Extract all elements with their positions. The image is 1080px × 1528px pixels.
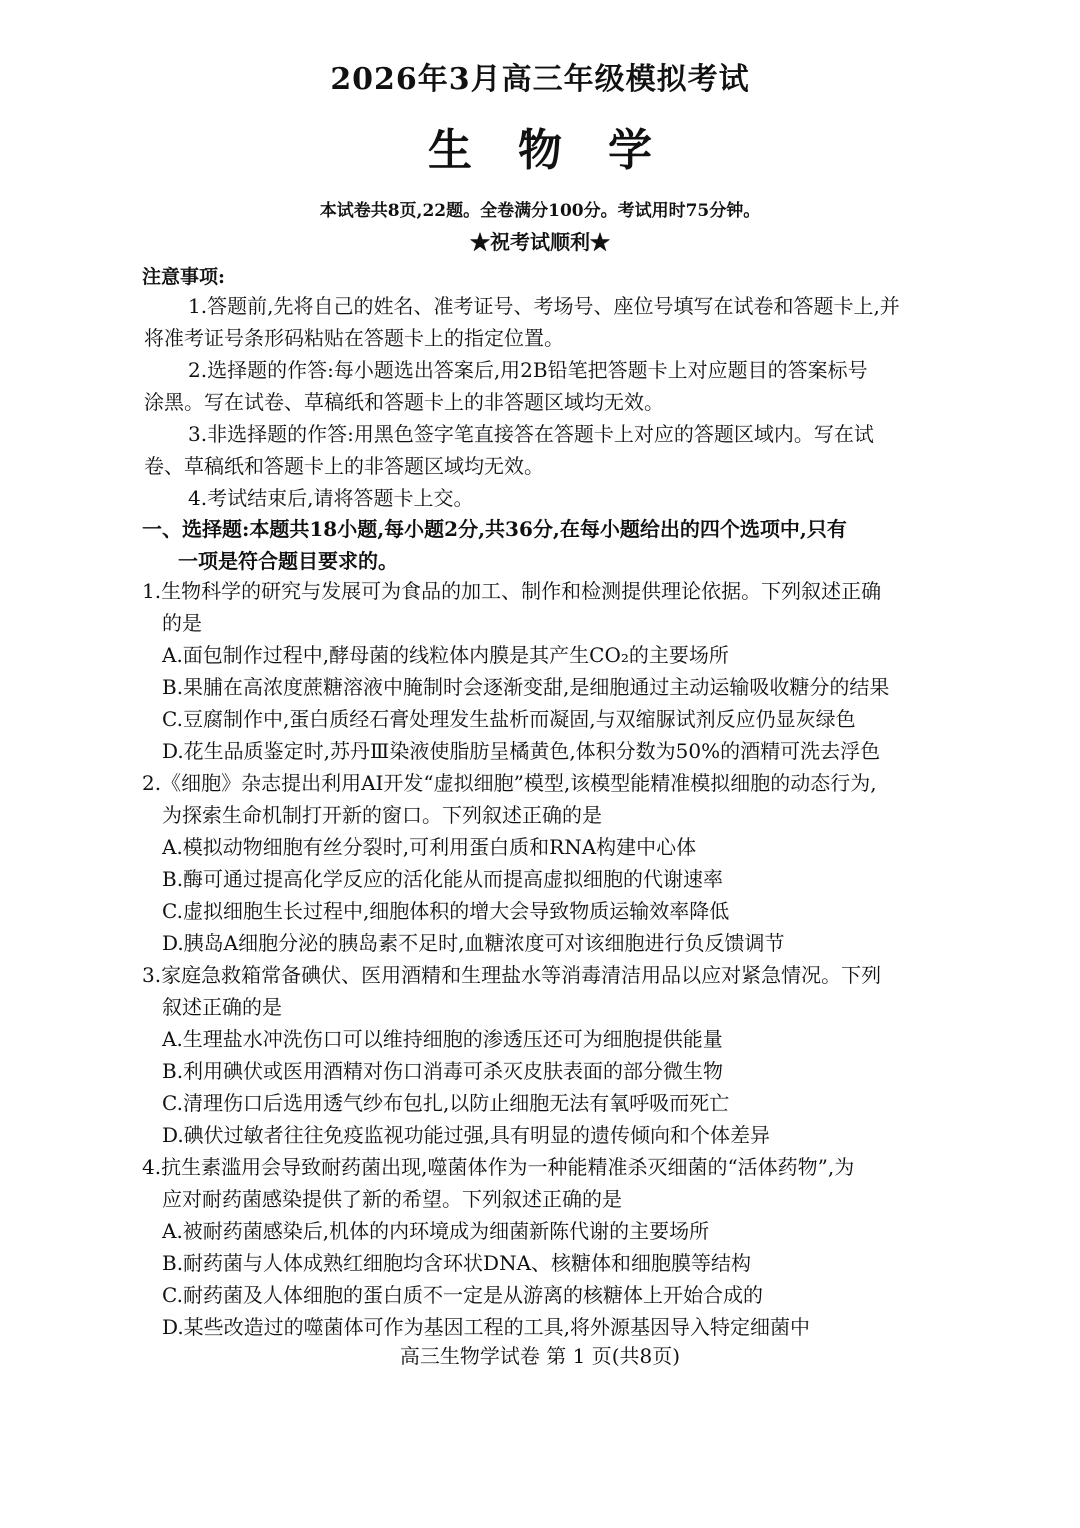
notice-line: 3.非选择题的作答:用黑色签字笔直接答在答题卡上对应的答题区域内。写在试: [188, 422, 874, 446]
page-footer: 高三生物学试卷 第 1 页(共8页): [399, 1344, 681, 1368]
notice-line: 1.答题前,先将自己的姓名、准考证号、考场号、座位号填写在试卷和答题卡上,并: [188, 294, 900, 318]
notice-line: 将准考证号条形码粘贴在答题卡上的指定位置。: [144, 326, 564, 350]
notice-line: 卷、草稿纸和答题卡上的非答题区域均无效。: [144, 454, 544, 478]
question-3-stem: 3.家庭急救箱常备碘伏、医用酒精和生理盐水等消毒清洁用品以应对紧急情况。下列: [142, 963, 882, 987]
question-2-option-a: A.模拟动物细胞有丝分裂时,可利用蛋白质和RNA构建中心体: [162, 835, 697, 859]
question-2-option-d: D.胰岛A细胞分泌的胰岛素不足时,血糖浓度可对该细胞进行负反馈调节: [162, 931, 785, 955]
question-4-option-a: A.被耐药菌感染后,机体的内环境成为细菌新陈代谢的主要场所: [162, 1219, 710, 1243]
exam-info: 本试卷共8页,22题。全卷满分100分。考试用时75分钟。: [319, 201, 761, 221]
section-heading: 一、选择题:本题共18小题,每小题2分,共36分,在每小题给出的四个选项中,只有: [142, 517, 847, 541]
question-2-option-b: B.酶可通过提高化学反应的活化能从而提高虚拟细胞的代谢速率: [162, 867, 724, 891]
question-4-stem: 4.抗生素滥用会导致耐药菌出现,噬菌体作为一种能精准杀灭细菌的“活体药物”,为: [142, 1155, 855, 1179]
question-1-option-b: B.果脯在高浓度蔗糖溶液中腌制时会逐渐变甜,是细胞通过主动运输吸收糖分的结果: [162, 675, 890, 699]
question-4-option-d: D.某些改造过的噬菌体可作为基因工程的工具,将外源基因导入特定细菌中: [162, 1315, 811, 1339]
question-1-option-c: C.豆腐制作中,蛋白质经石膏处理发生盐析而凝固,与双缩脲试剂反应仍显灰绿色: [162, 707, 856, 731]
question-1-option-d: D.花生品质鉴定时,苏丹Ⅲ染液使脂肪呈橘黄色,体积分数为50%的酒精可洗去浮色: [162, 739, 881, 763]
notice-heading: 注意事项:: [142, 266, 226, 288]
notice-line: 涂黑。写在试卷、草稿纸和答题卡上的非答题区域均无效。: [144, 390, 664, 414]
question-4-option-b: B.耐药菌与人体成熟红细胞均含环状DNA、核糖体和细胞膜等结构: [162, 1251, 752, 1275]
question-3-option-b: B.利用碘伏或医用酒精对伤口消毒可杀灭皮肤表面的部分微生物: [162, 1059, 724, 1083]
question-3-stem-cont: 叙述正确的是: [162, 995, 282, 1019]
question-1-option-a: A.面包制作过程中,酵母菌的线粒体内膜是其产生CO₂的主要场所: [162, 643, 729, 667]
question-2-stem: 2.《细胞》杂志提出利用AI开发“虚拟细胞”模型,该模型能精准模拟细胞的动态行为,: [142, 771, 877, 795]
question-4-option-c: C.耐药菌及人体细胞的蛋白质不一定是从游离的核糖体上开始合成的: [162, 1283, 763, 1307]
question-1-stem: 1.生物科学的研究与发展可为食品的加工、制作和检测提供理论依据。下列叙述正确: [142, 579, 882, 603]
notice-line: 4.考试结束后,请将答题卡上交。: [188, 486, 474, 510]
question-2-option-c: C.虚拟细胞生长过程中,细胞体积的增大会导致物质运输效率降低: [162, 899, 730, 923]
question-2-stem-cont: 为探索生命机制打开新的窗口。下列叙述正确的是: [162, 803, 602, 827]
question-4-stem-cont: 应对耐药菌感染提供了新的希望。下列叙述正确的是: [162, 1187, 622, 1211]
question-1-stem-cont: 的是: [162, 611, 202, 635]
notice-line: 2.选择题的作答:每小题选出答案后,用2B铅笔把答题卡上对应题目的答案标号: [188, 358, 868, 382]
subject-title: 生物学: [428, 125, 698, 176]
question-3-option-d: D.碘伏过敏者往往免疫监视功能过强,具有明显的遗传倾向和个体差异: [162, 1123, 771, 1147]
exam-title: 2026年3月高三年级模拟考试: [330, 62, 750, 97]
section-heading-cont: 一项是符合题目要求的。: [178, 549, 398, 573]
question-3-option-a: A.生理盐水冲洗伤口可以维持细胞的渗透压还可为细胞提供能量: [162, 1027, 723, 1051]
question-3-option-c: C.清理伤口后选用透气纱布包扎,以防止细胞无法有氧呼吸而死亡: [162, 1091, 730, 1115]
good-luck-banner: ★祝考试顺利★: [470, 230, 610, 254]
